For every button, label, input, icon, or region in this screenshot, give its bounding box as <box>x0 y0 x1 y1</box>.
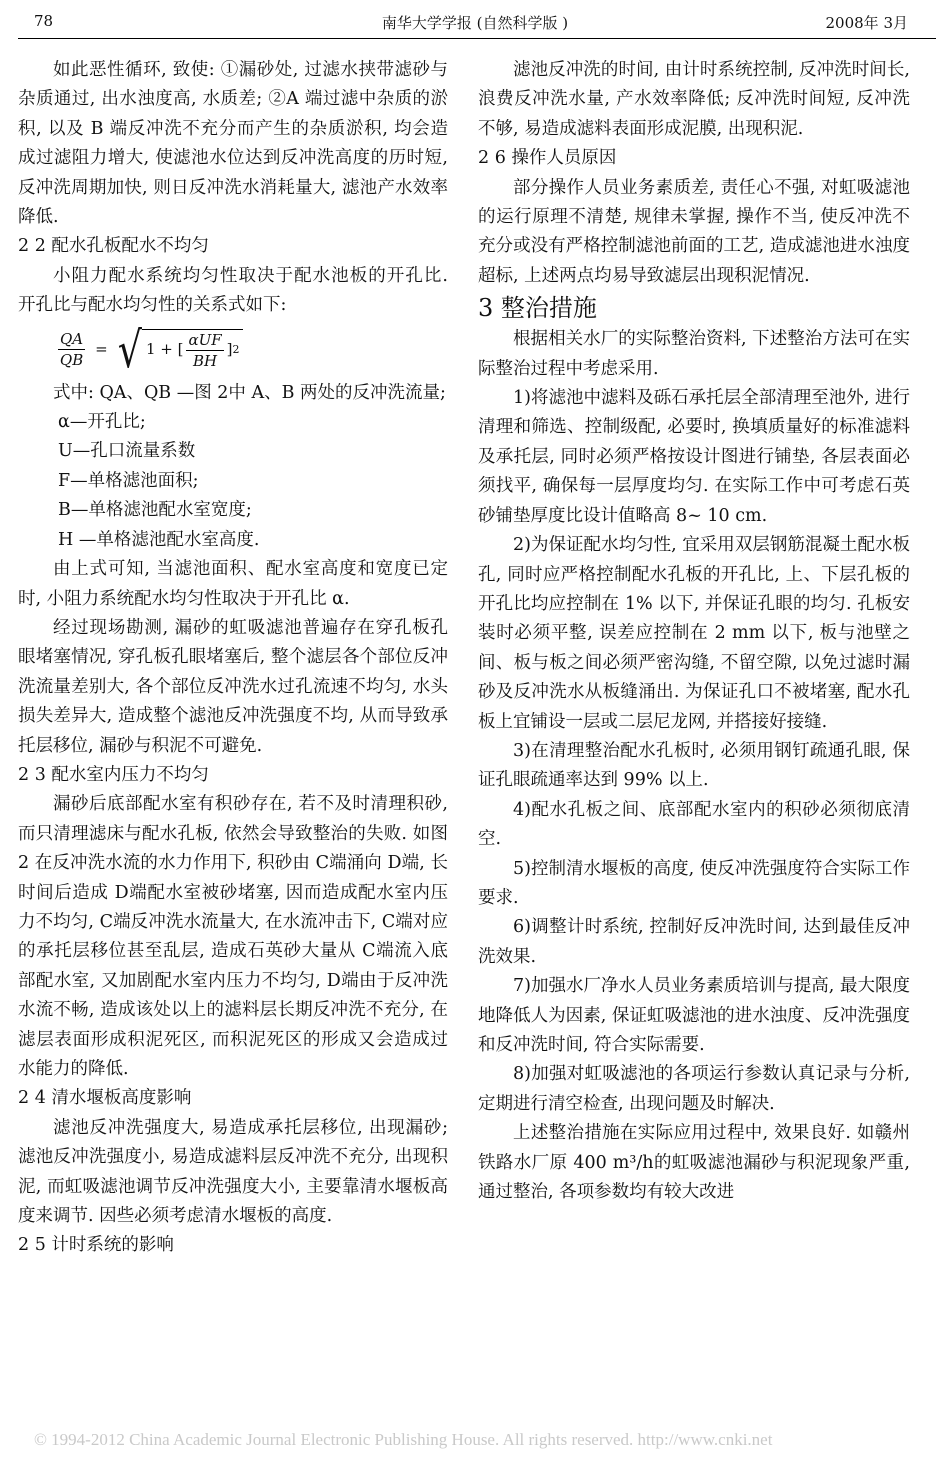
right-column <box>478 56 910 1207</box>
measure-item: 2)为保证配水均匀性, 宜采用双层钢筋混凝土配水板孔, 同时应严格控制配水孔板的开孔比, 上、下层孔板的开孔比均应控制在 1% 以下, 并保证孔眼的均匀. 孔板安装时必须平整, 误差应控制在 2 mm 以下, 板与池壁之间、板与板之间必须严密沟缝, 不留空隙, 以免过滤时漏砂及反冲洗水从板缝涌出. 为保证孔口不被堵塞, 配水孔板上宜铺设一层或二层尼龙网, 并搭接好接缝. <box>478 535 910 732</box>
measure-item: 1)将滤池中滤料及砾石承托层全部清理至池外, 进行清理和筛选、控制级配, 必要时, 换填质量好的标准滤料及承托层, 同时必须严格按设计图进行铺垫, 各层表面必须找平, 确保每一层厚度均匀. 在实际工作中可考虑石英砂铺垫厚度比设计值略高 8~ 10 cm. <box>478 388 910 526</box>
paragraph: 部分操作人员业务素质差, 责任心不强, 对虹吸滤池的运行原理不清楚, 规律未掌握, 操作不当, 使反冲洗不充分或没有严格控制滤池前面的工艺, 造成滤池进水浊度超标, 上述两点均易导致滤层出现积泥情况. <box>478 177 910 286</box>
square-root <box>117 321 244 379</box>
paragraph: 式中: QA、QB —图 2中 A、B 两处的反冲洗流量; <box>53 382 446 403</box>
measure-item: 3)在清理整治配水孔板时, 必须用钢钉疏通孔眼, 保证孔眼疏通率达到 99% 以上. <box>478 740 910 791</box>
radical-icon: √ <box>117 321 142 379</box>
section-heading-2-2: 2 2 配水孔板配水不均匀 <box>18 236 209 257</box>
inner-fraction <box>186 330 223 371</box>
left-column <box>18 56 448 1261</box>
section-heading-3: 3 整治措施 <box>478 294 597 323</box>
copyright-watermark: © 1994-2012 China Academic Journal Electronic Publishing House. All rights reserved. http://www.cnki.net <box>34 1430 773 1449</box>
definition-item: F—单格滤池面积; <box>58 470 199 491</box>
equation <box>18 321 448 379</box>
paragraph: 漏砂后底部配水室有积砂存在, 若不及时清理积砂, 而只清理滤床与配水孔板, 依然会导致整治的失败. 如图 2 在反冲洗水流的水力作用下, 积砂由 C端涌向 D端, 长时间后造成 D端配水室被砂堵塞, 因而造成配水室内压力不均匀, C端反冲洗水流量大, 在水流冲击下, C端对应的承托层移位甚至乱层, 造成石英砂大量从 C端流入底部配水室, 又加剧配水室内压力不均匀, D端由于反冲洗水流不畅, 造成该处以上的滤料层长期反冲洗不充分, 在滤层表面形成积泥死区, 而积泥死区的形成又会造成过水能力的降低. <box>18 794 448 1079</box>
definition-item: H —单格滤池配水室高度. <box>58 529 260 550</box>
bracket-close: ] <box>226 340 233 359</box>
definition-item: α—开孔比; <box>58 412 146 433</box>
section-heading-2-5: 2 5 计时系统的影响 <box>18 1235 174 1256</box>
inner-denominator: BH <box>192 351 218 370</box>
definition-item: U—孔口流量系数 <box>58 441 196 462</box>
radicand <box>142 329 244 371</box>
header-rule <box>18 38 936 39</box>
lhs-numerator: QA <box>60 330 84 349</box>
paragraph: 根据相关水厂的实际整治资料, 下述整治方法可在实际整治过程中考虑采用. <box>478 329 910 379</box>
section-heading-2-6: 2 6 操作人员原因 <box>478 148 617 169</box>
paragraph: 上述整治措施在实际应用过程中, 效果良好. 如赣州铁路水厂原 400 m³/h的虹吸滤池漏砂与积泥现象严重, 通过整治, 各项参数均有较大改进 <box>478 1123 910 1203</box>
measure-item: 6)调整计时系统, 控制好反冲洗时间, 达到最佳反冲洗效果. <box>478 917 910 967</box>
paragraph: 经过现场勘测, 漏砂的虹吸滤池普遍存在穿孔板孔眼堵塞情况, 穿孔板孔眼堵塞后, 整个滤层各个部位反冲洗流量差别大, 各个部位反冲洗水过孔流速不均匀, 水头损失差异大, 造成整个滤池反冲洗强度不均, 从而导致承托层移位, 漏砂与积泥不可避免. <box>18 617 448 756</box>
page-header <box>0 0 950 40</box>
one-plus: 1 + [ <box>145 340 184 359</box>
paragraph: 由上式可知, 当滤池面积、配水室高度和宽度已定时, 小阻力系统配水均匀性取决于开孔比 α. <box>18 559 448 609</box>
measure-item: 4)配水孔板之间、底部配水室内的积砂必须彻底清空. <box>478 799 910 850</box>
measure-item: 8)加强对虹吸滤池的各项运行参数认真记录与分析, 定期进行清空检查, 出现问题及时解决. <box>478 1064 910 1114</box>
definition-item: B—单格滤池配水室宽度; <box>58 500 252 521</box>
paragraph: 滤池反冲洗强度大, 易造成承托层移位, 出现漏砂; 滤池反冲洗强度小, 易造成滤料层反冲洗不充分, 出现积泥, 而虹吸滤池调节反冲洗强度大小, 主要靠清水堰板高度来调节. 因些必须考虑清水堰板的高度. <box>18 1117 448 1227</box>
paragraph: 小阻力配水系统均匀性取决于配水池板的开孔比. 开孔比与配水均匀性的关系式如下: <box>18 265 448 316</box>
inner-numerator: αUF <box>188 330 222 349</box>
section-heading-2-3: 2 3 配水室内压力不均匀 <box>18 764 209 785</box>
lhs-denominator: QB <box>59 351 84 370</box>
paragraph: 滤池反冲洗的时间, 由计时系统控制, 反冲洗时间长, 浪费反冲洗水量, 产水效率降低; 反冲洗时间短, 反冲洗不够, 易造成滤料表面形成泥膜, 出现积泥. <box>478 60 910 139</box>
page-number: 78 <box>34 12 54 30</box>
section-heading-2-4: 2 4 清水堰板高度影响 <box>18 1088 192 1109</box>
issue-date: 2008年 3月 <box>825 14 908 32</box>
equation-lhs <box>58 329 85 370</box>
symbol-definitions <box>18 408 448 555</box>
journal-name: 南华大学学报 (自然科学版 ) <box>381 14 569 32</box>
measure-item: 5)控制清水堰板的高度, 使反冲洗强度符合实际工作要求. <box>478 858 910 908</box>
paragraph: 如此恶性循环, 致使: ①漏砂处, 过滤水挟带滤砂与杂质通过, 出水浊度高, 水质差; ②A 端过滤中杂质的淤积, 以及 B 端反冲洗不充分而产生的杂质淤积, 均会造成过滤阻力增大, 使滤池水位达到反冲洗高度的历时短, 反冲洗周期加快, 则日反冲洗水消耗量大, 滤池产水效率降低. <box>18 60 448 228</box>
measure-item: 7)加强水厂净水人员业务素质培训与提高, 最大限度地降低人为因素, 保证虹吸滤池的进水浊度、反冲洗强度和反冲洗时间, 符合实际需要. <box>478 976 910 1055</box>
equals-sign: = <box>95 339 108 358</box>
exponent: 2 <box>232 343 240 357</box>
